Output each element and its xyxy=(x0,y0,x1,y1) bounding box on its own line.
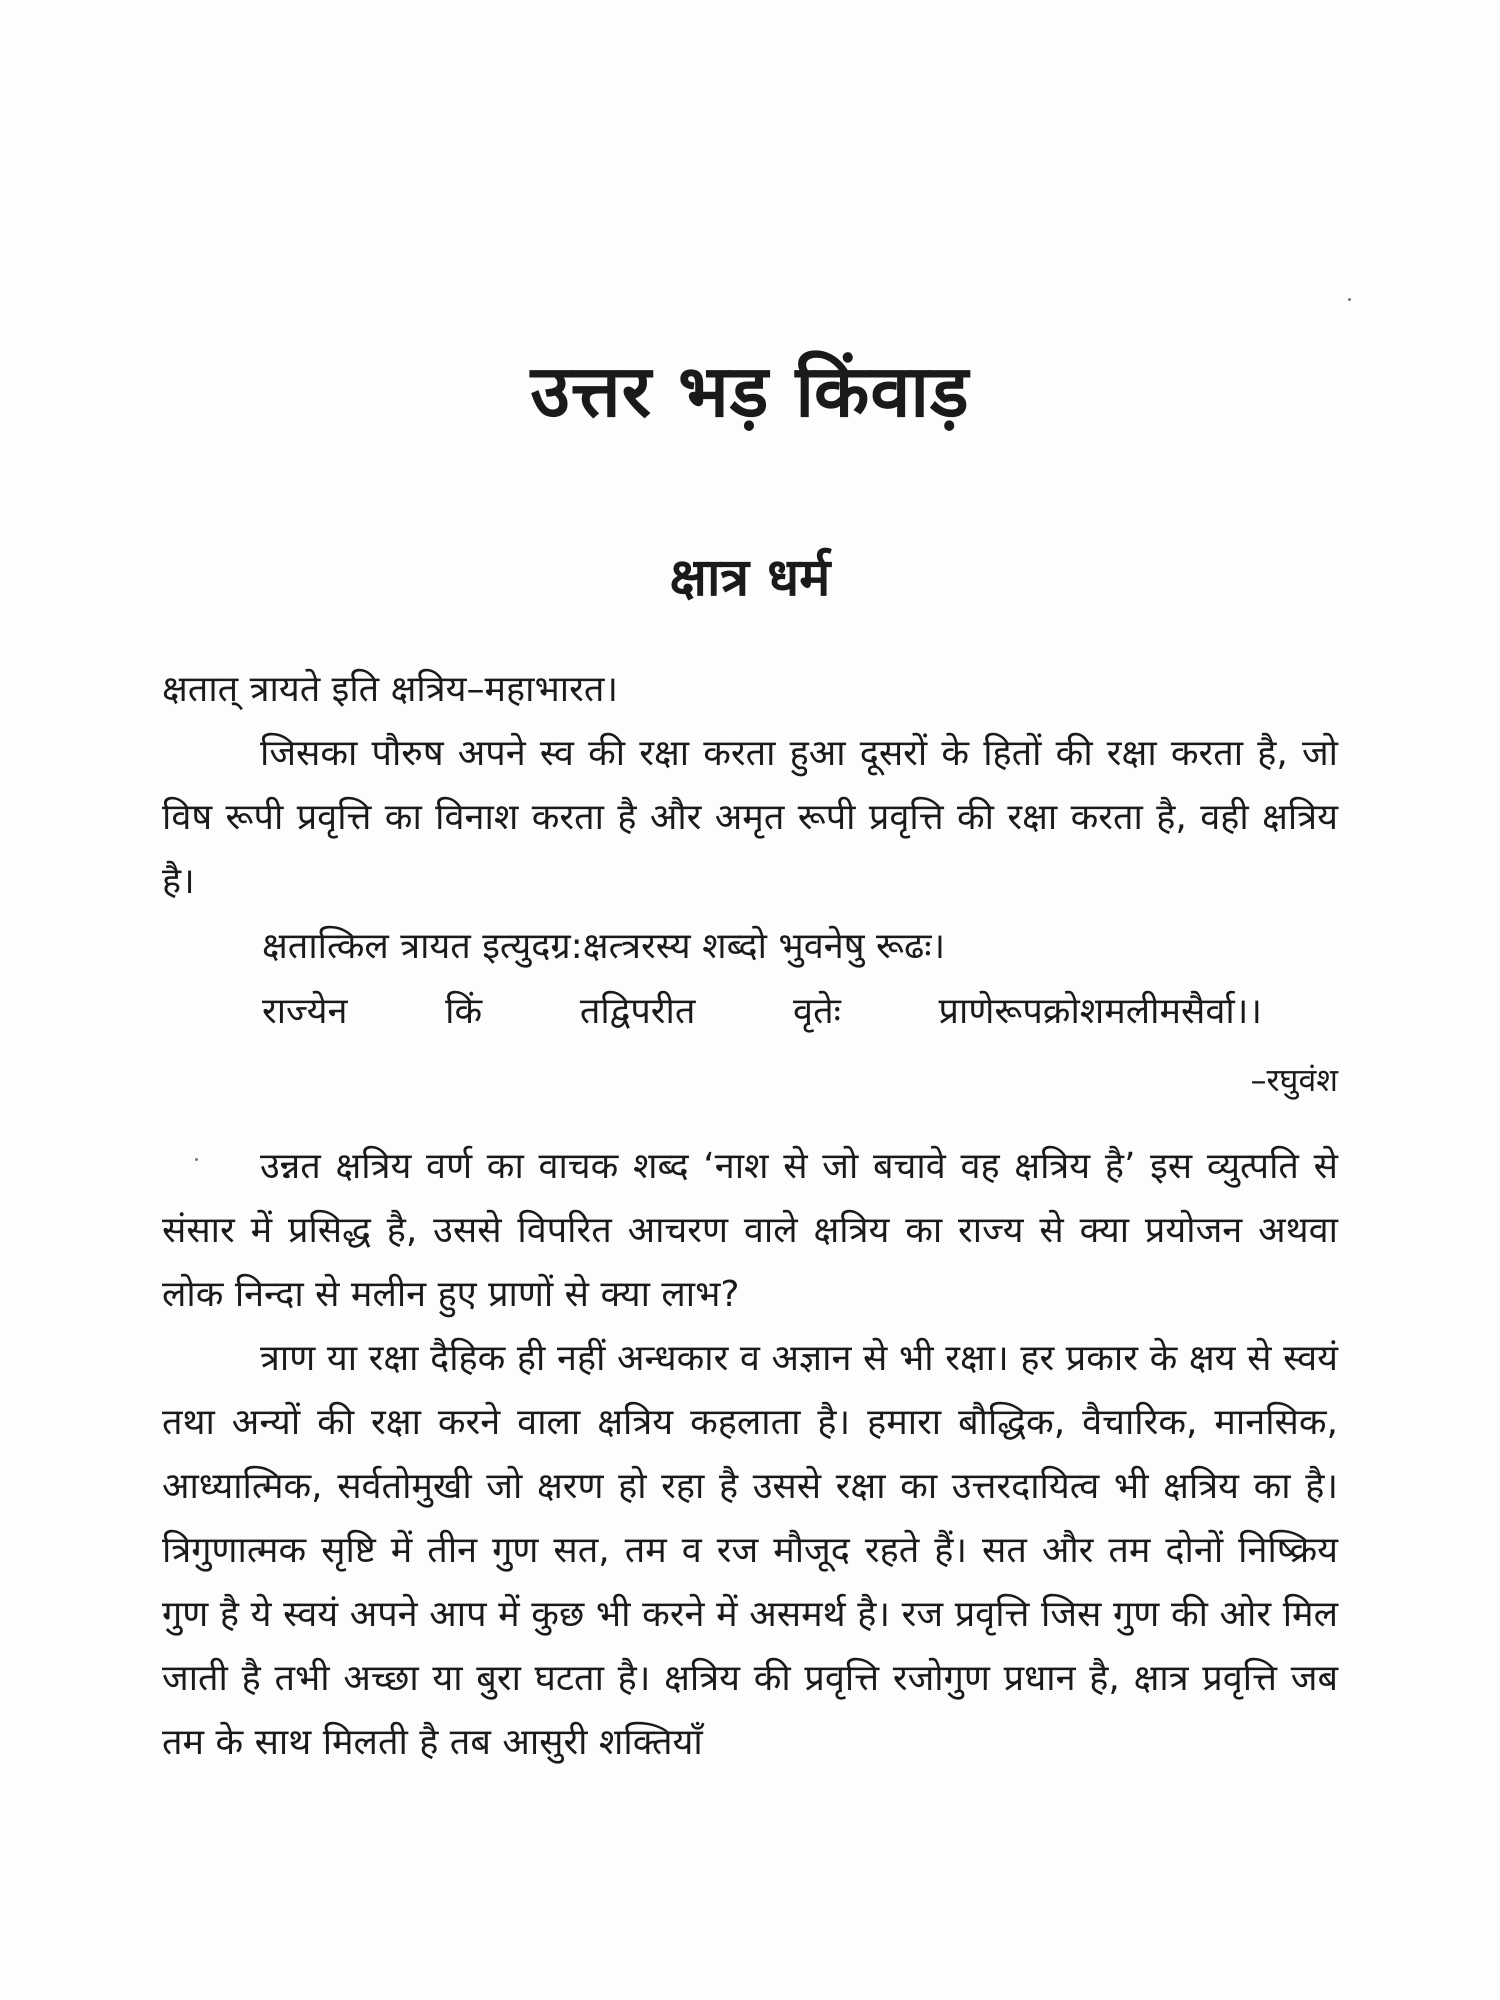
verse-line-1: क्षतात्किल त्रायत इत्युदग्र:क्षत्त्ररस्य शब्दो भुवनेषु रूढः। xyxy=(262,926,946,967)
chapter-title: क्षात्र धर्म xyxy=(669,548,831,608)
epigraph: क्षतात् त्रायते इति क्षत्रिय–महाभारत। xyxy=(162,669,618,710)
book-title: उत्तर भड़ किंवाड़ xyxy=(530,349,970,433)
verse-attribution: –रघुवंश xyxy=(1250,1061,1338,1099)
main-text-block xyxy=(162,1135,1338,1775)
paper-speck xyxy=(1348,298,1351,301)
verse-line-2: राज्येन किं तद्विपरीत वृतेः प्राणेरूपक्रोशमलीमसैर्वा।। xyxy=(262,991,1262,1032)
paragraph-2: उन्नत क्षत्रिय वर्ण का वाचक शब्द ‘नाश से जो बचावे वह क्षत्रिय है’ इस व्युत्पति से संसार में प्रसिद्ध है, उससे विपरित आचरण वाले क्षत्रिय का राज्य से क्या प्रयोजन अथवा लोक निन्दा से मलीन हुए प्राणों से क्या लाभ? xyxy=(162,1146,1338,1315)
paper-speck xyxy=(195,1158,198,1161)
paragraph-1: जिसका पौरुष अपने स्व की रक्षा करता हुआ दूसरों के हितों की रक्षा करता है, जो विष रूपी प्रवृत्ति का विनाश करता है और अमृत रूपी प्रवृत्ति की रक्षा करता है, वही क्षत्रिय है। xyxy=(162,733,1338,902)
paragraph-3: त्राण या रक्षा दैहिक ही नहीं अन्धकार व अज्ञान से भी रक्षा। हर प्रकार के क्षय से स्वयं तथा अन्यों की रक्षा करने वाला क्षत्रिय कहलाता है। हमारा बौद्धिक, वैचारिक, मानसिक, आध्यात्मिक, सर्वतोमुखी जो क्षरण हो रहा है उससे रक्षा का उत्तरदायित्व भी क्षत्रिय का है। त्रिगुणात्मक सृष्टि में तीन गुण सत, तम व रज मौजूद रहते हैं। सत और तम दोनों निष्क्रिय गुण है ये स्वयं अपने आप में कुछ भी करने में असमर्थ है। रज प्रवृत्ति जिस गुण की ओर मिल जाती है तभी अच्छा या बुरा घटता है। क्षत्रिय की प्रवृत्ति रजोगुण प्रधान है, क्षात्र प्रवृत्ति जब तम के साथ मिलती है तब आसुरी शक्तियाँ xyxy=(162,1338,1338,1763)
paragraph-definition xyxy=(162,722,1338,914)
